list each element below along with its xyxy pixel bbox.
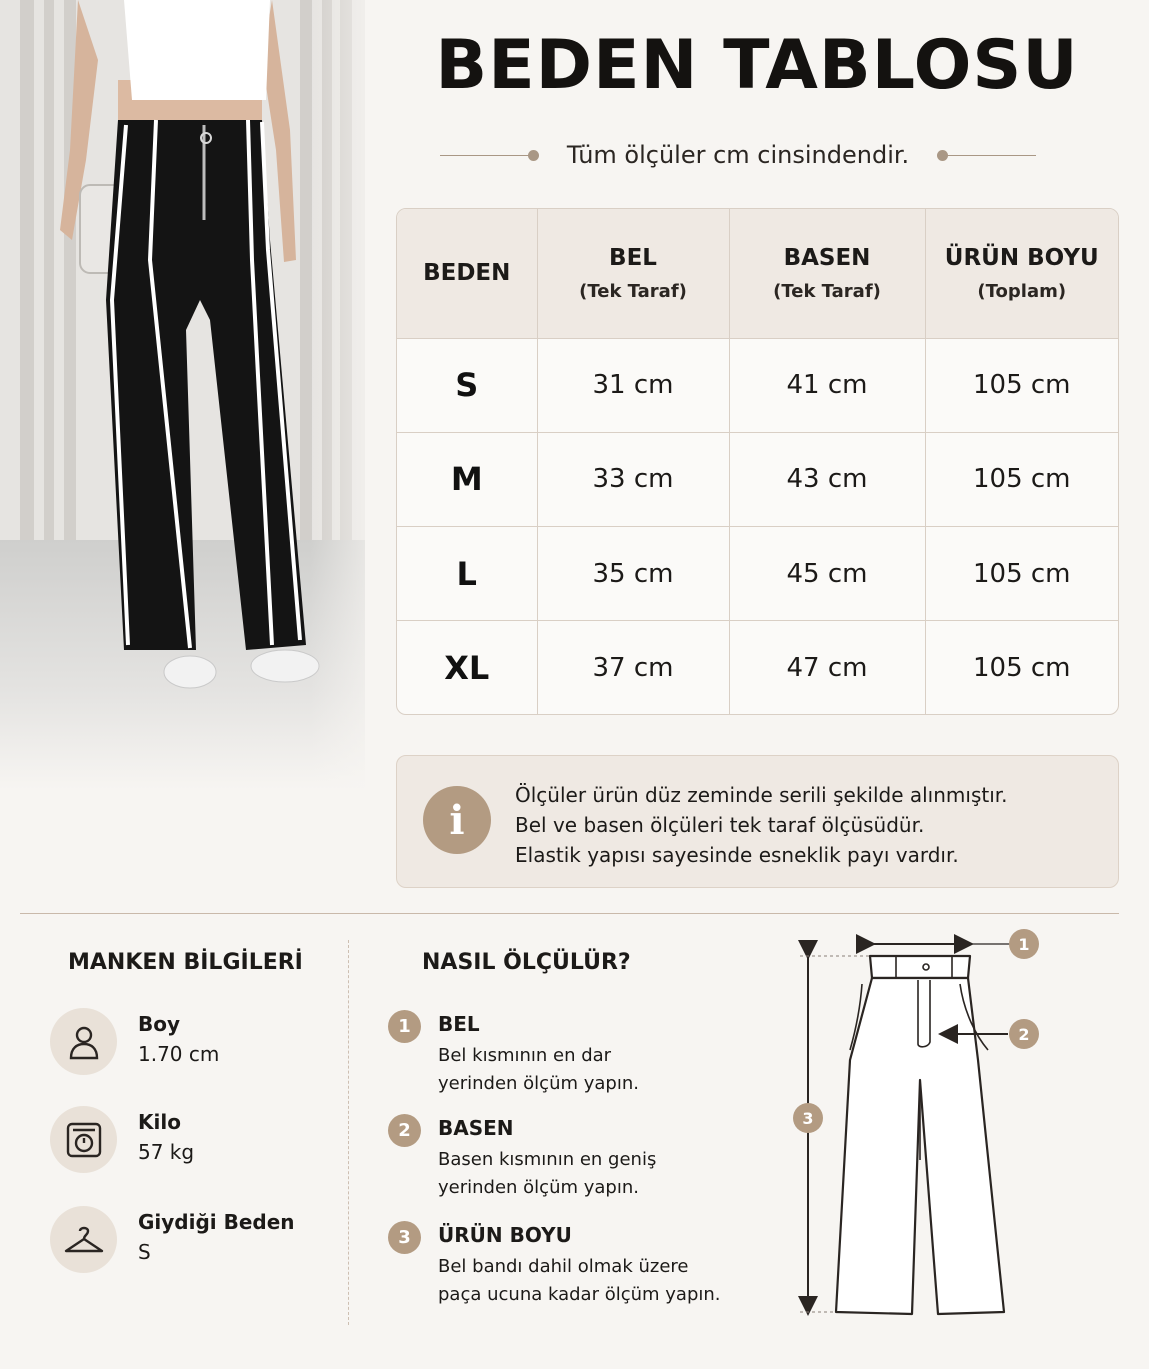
product-photo	[0, 0, 365, 790]
basen-cell: 43 cm	[729, 432, 925, 526]
basen-cell: 45 cm	[729, 527, 925, 621]
bel-cell: 37 cm	[537, 621, 729, 714]
step-title: BEL	[438, 1012, 480, 1036]
info-line: Elastik yapısı sayesinde esneklik payı vardır.	[515, 843, 959, 867]
step-number-badge: 3	[388, 1221, 421, 1254]
size-table	[396, 208, 1119, 715]
info-icon: i	[423, 786, 491, 854]
subtitle-row	[440, 138, 1036, 172]
table-row	[397, 621, 1118, 714]
table-row	[397, 432, 1118, 526]
step-title: BASEN	[438, 1116, 514, 1140]
column-header-beden	[397, 209, 537, 338]
boy-cell: 105 cm	[925, 432, 1118, 526]
step-description	[438, 1253, 721, 1309]
column-header-sublabel: (Tek Taraf)	[773, 280, 881, 302]
boy-cell: 105 cm	[925, 527, 1118, 621]
column-header-bel	[537, 209, 729, 338]
column-header-sublabel: (Toplam)	[977, 280, 1067, 302]
step-description	[438, 1042, 639, 1098]
subtitle-divider-left	[440, 155, 537, 156]
measure-step	[388, 1010, 748, 1100]
page-title: BEDEN TABLOSU	[435, 26, 1079, 105]
info-lines	[515, 780, 1008, 870]
subtitle-divider-right	[939, 155, 1036, 156]
model-item-value: 57 kg	[138, 1140, 195, 1164]
measure-step	[388, 1114, 748, 1204]
step-number-badge: 1	[388, 1010, 421, 1043]
size-cell: M	[397, 432, 537, 526]
subtitle: Tüm ölçüler cm cinsindendir.	[566, 141, 910, 169]
table-row	[397, 338, 1118, 432]
bel-cell: 31 cm	[537, 338, 729, 432]
model-item-height	[50, 1008, 340, 1076]
step-description-line: paça ucuna kadar ölçüm yapın.	[438, 1284, 721, 1305]
hanger-icon	[50, 1206, 117, 1273]
person-icon	[50, 1008, 117, 1075]
pants-measurement-diagram	[780, 920, 1080, 1330]
column-header-urun-boyu	[925, 209, 1118, 338]
model-item-label: Boy	[138, 1012, 181, 1036]
column-header-label: BEL	[609, 244, 657, 271]
info-box	[396, 755, 1119, 888]
basen-cell: 47 cm	[729, 621, 925, 714]
step-title: ÜRÜN BOYU	[438, 1223, 572, 1247]
measure-marker-1-label: 1	[1018, 935, 1030, 954]
column-header-label: ÜRÜN BOYU	[944, 244, 1099, 271]
bel-cell: 33 cm	[537, 432, 729, 526]
step-number-badge: 2	[388, 1114, 421, 1147]
step-description-line: yerinden ölçüm yapın.	[438, 1073, 639, 1094]
size-cell: XL	[397, 621, 537, 714]
section-divider	[20, 913, 1119, 914]
step-description-line: yerinden ölçüm yapın.	[438, 1177, 639, 1198]
model-item-value: S	[138, 1240, 151, 1264]
step-description-line: Basen kısmının en geniş	[438, 1149, 657, 1170]
measure-marker-3-label: 3	[802, 1109, 814, 1128]
boy-cell: 105 cm	[925, 338, 1118, 432]
info-line: Bel ve basen ölçüleri tek taraf ölçüsüdür.	[515, 813, 925, 837]
column-header-basen	[729, 209, 925, 338]
step-description-line: Bel kısmının en dar	[438, 1045, 612, 1066]
measure-marker-2-label: 2	[1018, 1025, 1030, 1044]
how-to-measure-title: NASIL ÖLÇÜLÜR?	[422, 950, 631, 975]
size-cell: L	[397, 527, 537, 621]
measure-step	[388, 1221, 748, 1311]
basen-cell: 41 cm	[729, 338, 925, 432]
model-info-title: MANKEN BİLGİLERİ	[68, 950, 303, 975]
model-item-value: 1.70 cm	[138, 1042, 220, 1066]
table-header-row	[397, 209, 1118, 338]
column-header-sublabel: (Tek Taraf)	[579, 280, 687, 302]
column-divider	[348, 940, 349, 1325]
model-item-weight	[50, 1106, 340, 1174]
info-line: Ölçüler ürün düz zeminde serili şekilde alınmıştır.	[515, 783, 1008, 807]
table-row	[397, 527, 1118, 621]
model-item-size-worn	[50, 1206, 340, 1274]
scale-icon	[50, 1106, 117, 1173]
bel-cell: 35 cm	[537, 527, 729, 621]
boy-cell: 105 cm	[972, 652, 1071, 683]
size-cell: S	[397, 338, 537, 432]
model-item-label: Giydiği Beden	[138, 1210, 295, 1234]
column-header-label: BASEN	[783, 244, 871, 271]
model-item-label: Kilo	[138, 1110, 181, 1134]
step-description	[438, 1146, 656, 1202]
column-header-label: BEDEN	[423, 260, 511, 287]
step-description-line: Bel bandı dahil olmak üzere	[438, 1256, 689, 1277]
